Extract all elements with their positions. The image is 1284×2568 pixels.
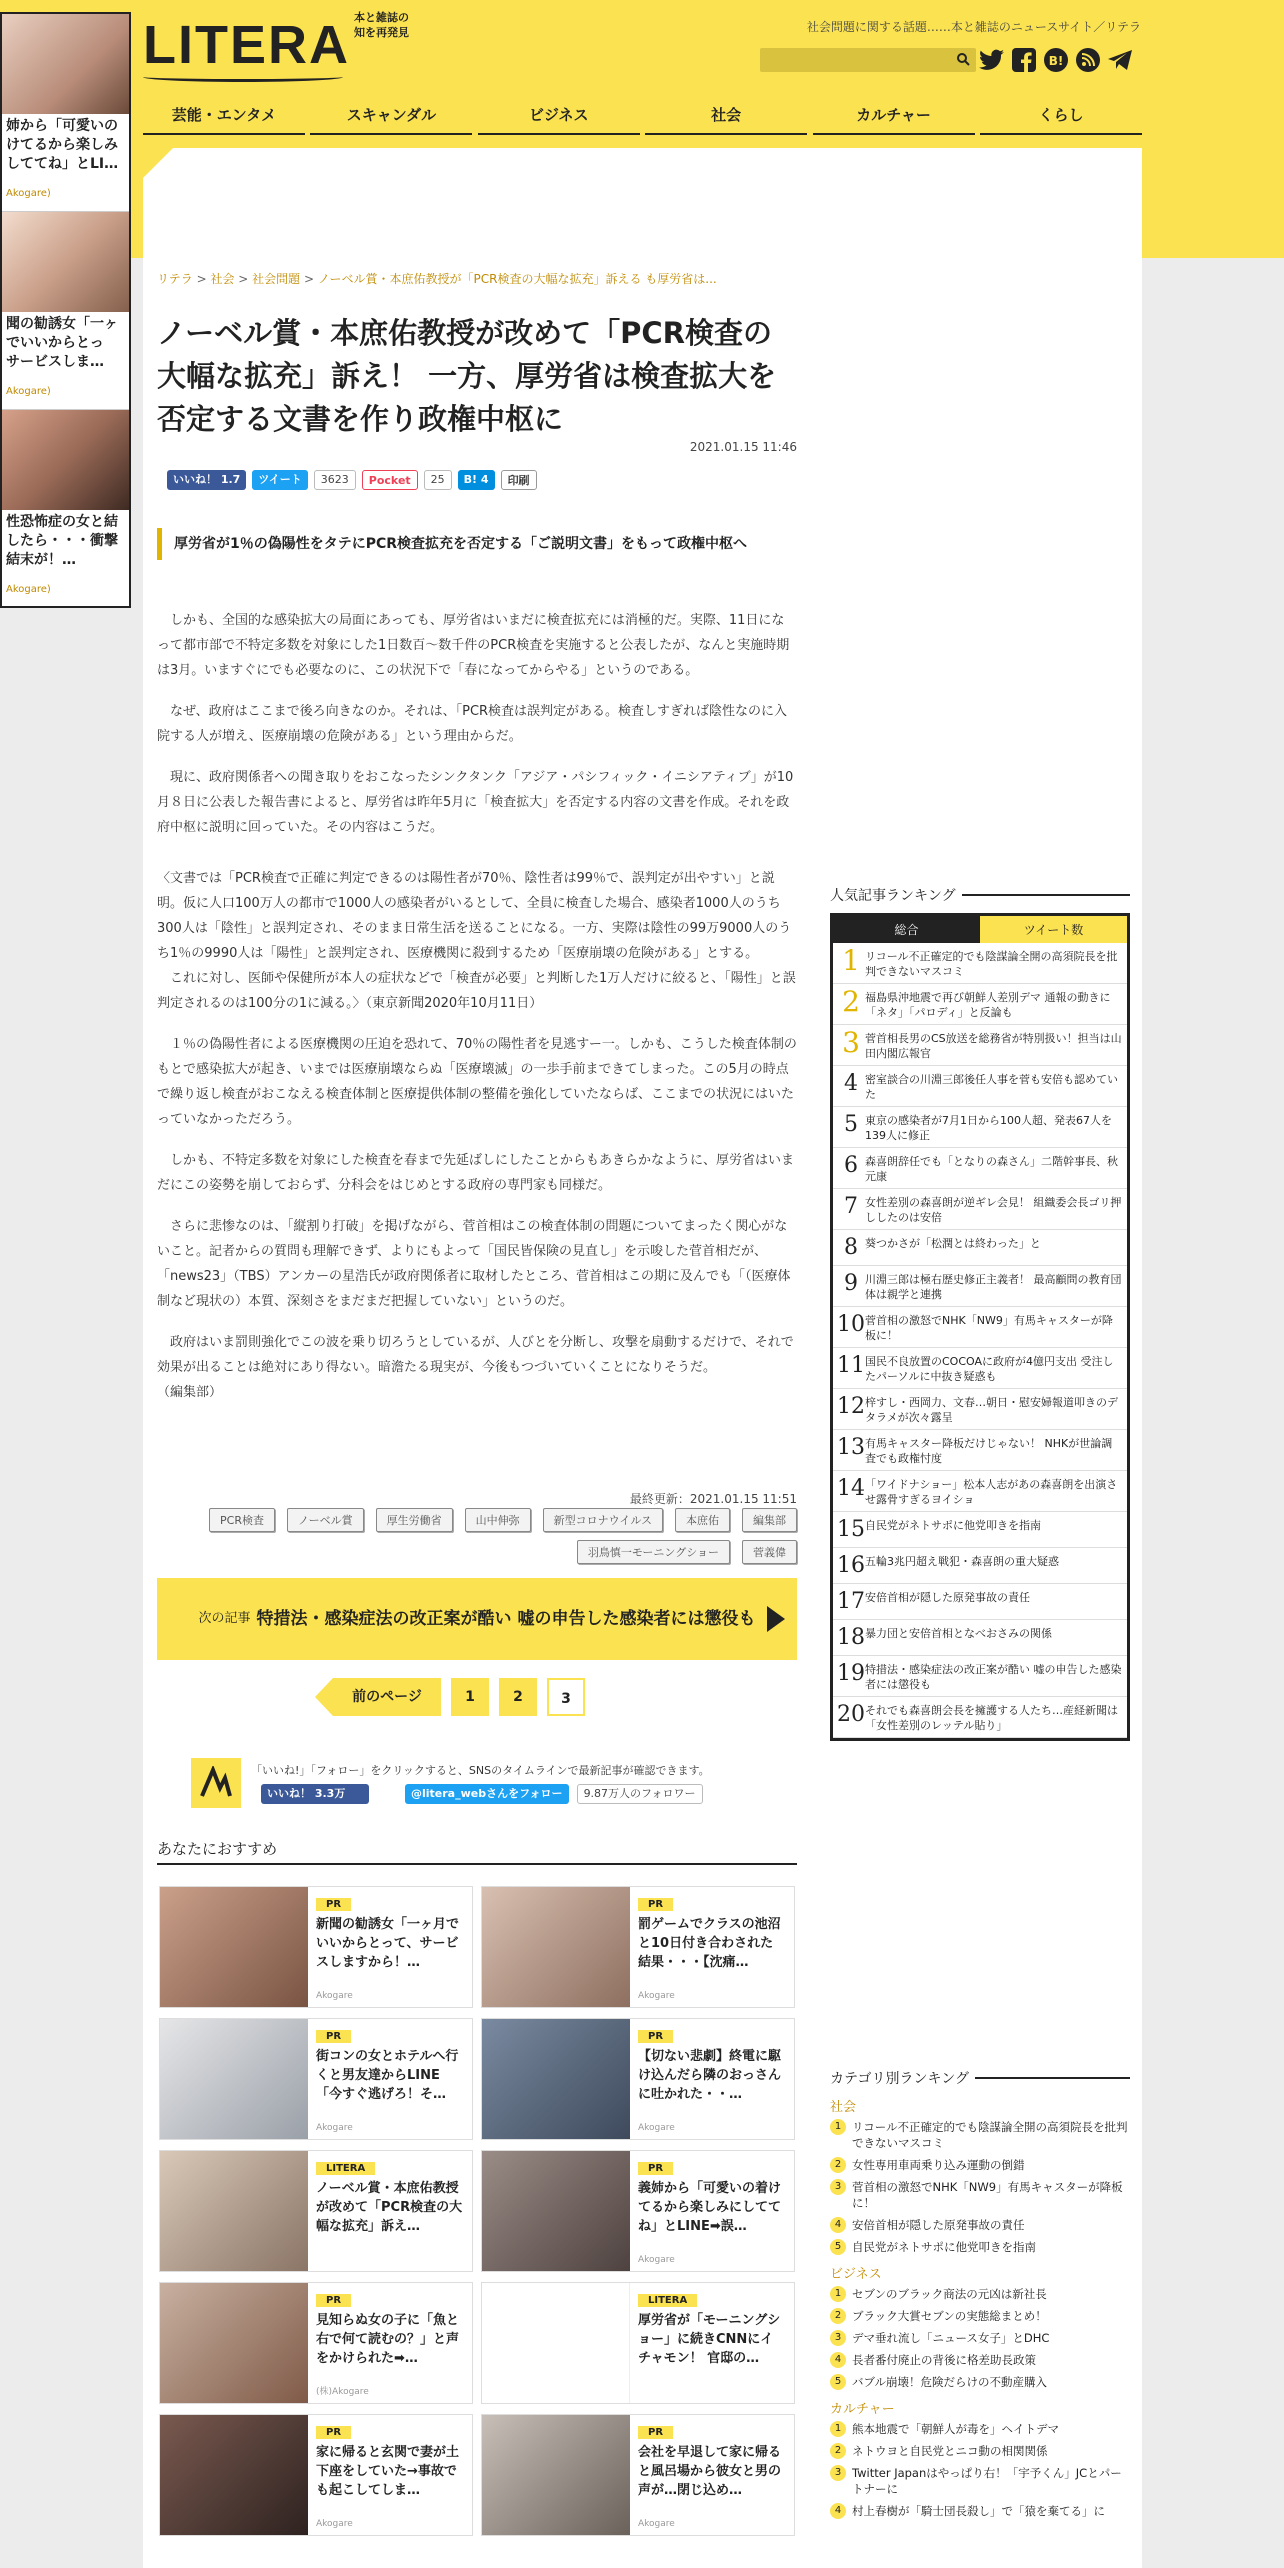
recommend-source: (株)Akogare (316, 2387, 369, 2397)
rank-number: 3 (830, 2465, 846, 2481)
svg-text:B!: B! (1048, 54, 1064, 68)
twitter-follower-count: 9.87万人のフォロワー (577, 1784, 703, 1804)
rank-number: 3 (830, 2179, 846, 2195)
rank-number: 9 (844, 1271, 858, 1296)
rank-number: 6 (844, 1153, 858, 1178)
site-tagline: 本と雑誌の知を再発見 (354, 11, 409, 39)
tweet-button[interactable]: ツイート (252, 470, 307, 490)
recommend-card[interactable] (159, 2282, 473, 2404)
tweet-count: 3623 (314, 470, 356, 490)
tag-link[interactable]: 山中伸弥 (465, 1508, 531, 1532)
category-ranking-title: 女性専用車両乗り込み運動の倒錯 (852, 2158, 1025, 2172)
social-links (978, 46, 1134, 74)
search-input[interactable] (760, 48, 950, 72)
ranking-item-title: それでも森喜朗会長を擁護する人たち…産経新聞は「女性差別のレッテル貼り」 (865, 1704, 1118, 1732)
breadcrumb-item[interactable]: 社会 (210, 272, 235, 286)
ranking-item[interactable] (833, 1584, 1127, 1620)
ranking-item[interactable] (833, 1307, 1127, 1348)
recommend-title: 厚労省が「モーニングショー」に続きCNNにイチャモン！ 官邸の… (638, 2313, 781, 2366)
rank-number: 11 (837, 1353, 865, 1378)
tag-link[interactable]: 厚生労働省 (376, 1508, 453, 1532)
tag-link[interactable]: PCR検査 (209, 1508, 275, 1532)
recommend-image (160, 1887, 308, 2007)
ad-image (2, 212, 129, 312)
category-ranking-item[interactable] (830, 2179, 1130, 2211)
site-logo[interactable] (143, 14, 350, 86)
recommend-title: 家に帰ると玄関で妻が土下座をしていた→事故でも起こしてしま… (316, 2445, 460, 2498)
category-ranking-title: 菅首相の激怒でNHK「NW9」有馬キャスターが降板に！ (852, 2180, 1123, 2210)
ad-title: 姉から「可愛いのけてるから楽しみしててね」とLI… (6, 118, 119, 172)
rank-number: 19 (837, 1661, 865, 1686)
nav-item-life[interactable]: くらし (980, 98, 1142, 135)
hatena-icon[interactable] (1042, 46, 1070, 74)
mail-icon[interactable] (1106, 46, 1134, 74)
ranking-item-title: 葵つかさが「松潤とは終わった」と (865, 1237, 1041, 1250)
facebook-like-button[interactable]: いいね！ 1.7 (167, 470, 246, 490)
hatena-bookmark-button[interactable]: B! 4 (458, 470, 495, 490)
left-ad-item[interactable] (2, 410, 129, 608)
ranking-item[interactable] (833, 1656, 1127, 1697)
rank-number: 1 (830, 2421, 846, 2437)
ranking-item[interactable] (833, 1189, 1127, 1230)
ranking-item[interactable] (833, 1107, 1127, 1148)
logo-book-icon (143, 72, 343, 82)
category-ranking-item[interactable] (830, 2352, 1130, 2368)
category-ranking-item[interactable] (830, 2217, 1130, 2233)
ranking-tabs (833, 916, 1127, 943)
nav-item-business[interactable]: ビジネス (478, 98, 640, 135)
ranking-item-title: 「ワイドナショー」松本人志があの森喜朗を出演させ露骨すぎるヨイショ (865, 1478, 1118, 1506)
tab-overall[interactable]: 総合 (833, 916, 980, 943)
recommend-source: Akogare (638, 2519, 675, 2529)
ranking-item[interactable] (833, 1697, 1127, 1738)
category-name[interactable]: ビジネス (830, 2267, 882, 2282)
ad-source: Akogare) (6, 584, 51, 595)
recommend-grid (159, 1886, 795, 2536)
recommend-title: ノーベル賞・本庶佑教授が改めて「PCR検査の大幅な拡充」訴え… (316, 2181, 463, 2234)
ranking-item[interactable] (833, 1066, 1127, 1107)
next-article-link[interactable] (157, 1578, 797, 1660)
tag-link[interactable]: ノーベル賞 (287, 1508, 364, 1532)
rank-number: 14 (837, 1476, 865, 1501)
site-description: 社会問題に関する話題……本と雑誌のニュースサイト／リテラ (806, 20, 1141, 34)
ranking-item-title: 国民不良放置のCOCOAに政府が4億円支出 受注したパーソルに中抜き疑惑も (865, 1355, 1114, 1383)
pagination (333, 1678, 585, 1716)
pocket-button[interactable]: Pocket (362, 470, 418, 490)
ranking-item[interactable] (833, 1025, 1127, 1066)
recommend-title: 新聞の勧誘女「一ヶ月でいいからとって、サービスしますから！… (316, 1917, 460, 1970)
ranking-item[interactable] (833, 1348, 1127, 1389)
rank-number: 4 (830, 2217, 846, 2233)
rank-number: 1 (842, 944, 860, 977)
recommend-badge: PR (316, 1898, 351, 1911)
facebook-icon[interactable] (1010, 46, 1038, 74)
article-paragraph: 政府はいま罰則強化でこの波を乗り切ろうとしているが、人びとを分断し、攻撃を扇動するだけで、それで効果が出ることは絶対にあり得ない。暗澹たる現実が、今後もつづいていくことになりそうだ。 （編集部） (157, 1335, 794, 1400)
ad-source: Akogare) (6, 386, 51, 397)
recommend-badge: PR (316, 2030, 351, 2043)
recommend-card[interactable] (481, 2018, 795, 2140)
ranking-item-title: リコール不正確定的でも陰謀論全開の高須院長を批判できないマスコミ (865, 950, 1118, 978)
recommend-badge: PR (316, 2426, 351, 2439)
prev-page-button[interactable]: 前のページ (333, 1678, 441, 1716)
recommend-image (482, 2283, 630, 2403)
rank-number: 8 (844, 1235, 858, 1260)
rank-number: 3 (842, 1026, 860, 1059)
rank-number: 4 (830, 2352, 846, 2368)
left-ad-item[interactable] (2, 14, 129, 212)
recommend-heading: あなたにおすすめ (157, 1838, 797, 1865)
recommend-image (482, 2019, 630, 2139)
recommend-source: Akogare (638, 2123, 675, 2133)
search-icon[interactable] (956, 52, 970, 66)
ranking-item-title: 川淵三郎は極右歴史修正主義者！ 最高顧問の教育団体は親学と連携 (865, 1273, 1122, 1301)
category-ranking-item[interactable] (830, 2443, 1130, 2459)
rank-number: 1 (830, 2119, 846, 2135)
rank-number: 3 (830, 2330, 846, 2346)
recommend-image (482, 1887, 630, 2007)
current-page: 3 (547, 1678, 585, 1716)
category-ranking (830, 2068, 1130, 2525)
ranking-item-title: 五輪3兆円超え戦犯・森喜朗の重大疑惑 (865, 1555, 1059, 1568)
article-title: ノーベル賞・本庶佑教授が改めて「PCR検査の大幅な拡充」訴え！ 一方、厚労省は検査拡大を否定する文書を作り政権中枢に (157, 316, 777, 436)
rank-number: 16 (837, 1553, 865, 1578)
ranking-box (830, 913, 1130, 1741)
ranking-heading: 人気記事ランキング (830, 885, 1130, 905)
follow-text: 「いいね!」「フォロー」をクリックすると、SNSのタイムラインで最新記事が確認できます。 (251, 1764, 710, 1777)
corner-decoration (143, 148, 173, 178)
article-lead: 厚労省が1％の偽陽性をタテにPCR検査拡充を否定する「ご説明文書」をもって政権中枢へ (157, 528, 797, 560)
print-button[interactable]: 印刷 (501, 470, 537, 490)
tag-link[interactable]: 菅義偉 (742, 1540, 797, 1564)
rank-number: 4 (844, 1071, 858, 1096)
logo-text: LITERA (143, 15, 350, 75)
last-updated: 最終更新：2021.01.15 11:51 (629, 1492, 797, 1506)
category-ranking-title: リコール不正確定的でも陰謀論全開の高須院長を批判できないマスコミ (852, 2120, 1128, 2150)
article-paragraph: 現に、政府関係者への聞き取りをおこなったシンクタンク「アジア・パシフィック・イニシアティブ」が10月８日に公表した報告書によると、厚労省は昨年5月に「検査拡大」を否定する内容の文書を作成。それを政府中枢に説明に回っていた。その内容はこうだ。 (157, 770, 794, 835)
tag-link[interactable]: 編集部 (742, 1508, 797, 1532)
next-article-title: 特措法・感染症法の改正案が酷い 嘘の申告した感染者には懲役も (256, 1609, 756, 1629)
recommend-source: Akogare (316, 2519, 353, 2529)
popular-ranking (830, 885, 1130, 1741)
ranking-item-title: 暴力団と安倍首相となべおさみの関係 (865, 1627, 1052, 1640)
category-ranking-item[interactable] (830, 2308, 1130, 2324)
rank-number: 1 (830, 2286, 846, 2302)
recommend-source: Akogare (316, 1991, 353, 2001)
recommend-image (160, 2019, 308, 2139)
recommend-card[interactable] (481, 1886, 795, 2008)
article-paragraph: なぜ、政府はここまで後ろ向きなのか。それは、「PCR検査は誤判定がある。検査しすぎれば陰性なのに入院する人が増え、医療崩壊の危険がある」という理由からだ。 (157, 704, 788, 744)
recommend-image (482, 2415, 630, 2535)
recommend-badge: LITERA (638, 2294, 697, 2307)
pocket-count: 25 (424, 470, 452, 490)
rank-number: 2 (830, 2443, 846, 2459)
rss-icon[interactable] (1074, 46, 1102, 74)
ranking-item-title: 女性差別の森喜朗が逆ギレ会見！ 組織委会長ゴリ押ししたのは安倍 (865, 1196, 1122, 1224)
category-ranking-item[interactable] (830, 2286, 1130, 2302)
ad-title: 聞の勧誘女「一ヶでいいからとっ サービスしま… (6, 316, 118, 370)
tag-list (157, 1508, 797, 1564)
recommend-card[interactable] (159, 2150, 473, 2272)
recommend-badge: PR (638, 2426, 673, 2439)
facebook-page-like-button[interactable]: いいね！ 3.3万 (261, 1784, 369, 1804)
recommend-title: 義姉から「可愛いの着けてるから楽しみにしててね」とLINE➡誤… (638, 2181, 782, 2234)
category-ranking-title: ネトウヨと自民党とニコ動の相関関係 (852, 2444, 1048, 2458)
tab-tweets[interactable]: ツイート数 (980, 916, 1127, 943)
rank-number: 5 (830, 2374, 846, 2390)
ranking-list (833, 943, 1127, 1738)
ranking-item[interactable] (833, 943, 1127, 984)
article-paragraph: しかも、全国的な感染拡大の局面にあっても、厚労省はいまだに検査拡充には消極的だ。実際、11日になって都市部で不特定多数を対象にした1日数百〜数千件のPCR検査を実施すると公表したが、なんと実施時期は3月。いますぐにでも必要なのに、この状況下で「春になってからやる」というのである。 (157, 613, 790, 678)
rank-number: 15 (837, 1517, 865, 1542)
ad-title: 性恐怖症の女と結したら・・・衝撃結末が！… (6, 514, 118, 568)
left-ad-panel (0, 12, 131, 608)
nav-item-culture[interactable]: カルチャー (813, 98, 975, 135)
article-paragraph: １％の偽陽性者による医療機関の圧迫を恐れて、70％の陽性者を見逃すー一。しかも、こうした検査体制のもとで感染拡大が起き、いまでは医療崩壊ならぬ「医療壊滅」の一歩手前まできてしまった。この5月の時点で繰り返し検査がおこなえる検査体制と医療提供体制の整備を強化していたならば、ここまでの状況にはいたっていなかっただろう。 (157, 1037, 797, 1127)
article-body (157, 608, 797, 1421)
ranking-item[interactable] (833, 1389, 1127, 1430)
recommend-image (160, 2151, 308, 2271)
recommend-badge: LITERA (316, 2162, 375, 2175)
nav-item-society[interactable]: 社会 (645, 98, 807, 135)
category-ranking-title: ブラック大賞セブンの実態総まとめ！ (852, 2309, 1047, 2323)
category-ranking-item[interactable] (830, 2239, 1130, 2255)
recommend-card[interactable] (481, 2414, 795, 2536)
rank-number: 5 (844, 1112, 858, 1137)
category-ranking-item[interactable] (830, 2374, 1130, 2390)
category-ranking-title: セブンのブラック商法の元凶は新社長 (852, 2287, 1047, 2301)
left-ad-item[interactable] (2, 212, 129, 410)
rank-number: 2 (830, 2157, 846, 2173)
category-ranking-item[interactable] (830, 2330, 1130, 2346)
ranking-item-title: 東京の感染者が7月1日から100人超、発表67人を139人に修正 (865, 1114, 1112, 1142)
next-article-label: 次の記事 (198, 1611, 251, 1626)
ranking-item-title: 自民党がネトサポに他党叩きを指南 (865, 1519, 1041, 1532)
recommend-card[interactable] (481, 2282, 795, 2404)
ranking-item-title: 菅首相長男のCS放送を総務省が特別扱い！担当は山田内閣広報官 (865, 1032, 1122, 1060)
page-link[interactable]: 2 (499, 1678, 537, 1716)
category-name[interactable]: カルチャー (830, 2402, 895, 2417)
category-ranking-title: デマ垂れ流し「ニュース女子」とDHC (852, 2331, 1050, 2345)
litera-mark-icon (191, 1758, 241, 1808)
rank-number: 7 (844, 1194, 858, 1219)
tag-link[interactable]: 羽鳥慎一モーニングショー (577, 1540, 730, 1564)
nav-item-entertainment[interactable]: 芸能・エンタメ (143, 98, 305, 135)
recommend-source: Akogare (638, 1991, 675, 2001)
recommend-source: Akogare (638, 2255, 675, 2265)
main-nav (143, 98, 1142, 135)
rank-number: 10 (837, 1312, 865, 1337)
ranking-item[interactable] (833, 1512, 1127, 1548)
ranking-item-title: 森喜朗辞任でも「となりの森さん」二階幹事長、秋元康 (865, 1155, 1118, 1183)
rank-number: 5 (830, 2239, 846, 2255)
category-ranking-item[interactable] (830, 2465, 1130, 2497)
breadcrumb-item[interactable]: 社会問題 (252, 272, 301, 286)
rank-number: 4 (830, 2503, 846, 2519)
ranking-item[interactable] (833, 1230, 1127, 1266)
rank-number: 12 (837, 1394, 865, 1419)
recommend-title: 見知らぬ女の子に「魚と右で何て読むの？」と声をかけられた➡… (316, 2313, 460, 2366)
ad-image (2, 14, 129, 114)
arrow-right-icon (767, 1606, 785, 1632)
ranking-item[interactable] (833, 984, 1127, 1025)
category-ranking-title: 自民党がネトサポに他党叩きを指南 (852, 2240, 1036, 2254)
ranking-item-title: 安倍首相が隠した原発事故の責任 (865, 1591, 1030, 1604)
rank-number: 13 (837, 1435, 865, 1460)
recommend-title: 会社を早退して家に帰ると風呂場から彼女と男の声が…閉じ込め… (638, 2445, 782, 2498)
ad-source: Akogare) (6, 188, 51, 199)
ranking-item-title: 福島県沖地震で再び朝鮮人差別デマ 通報の動きに「ネタ」「パロディ」と反論も (865, 991, 1111, 1019)
category-name[interactable]: 社会 (830, 2100, 857, 2115)
article-paragraph: しかも、不特定多数を対象にした検査を春まで先延ばしにしたことからもあきらかなように、厚労省はいまだにこの姿勢を崩しておらず、分科会をはじめとする政府の専門家も同様だ。 (157, 1153, 795, 1193)
category-ranking-item[interactable] (830, 2421, 1130, 2437)
breadcrumb-item[interactable]: ノーベル賞・本庶佑教授が「PCR検査の大幅な拡充」訴える も厚労省は... (317, 272, 717, 286)
ranking-item-title: 密室談合の川淵三郎後任人事を菅も安倍も認めていた (865, 1073, 1118, 1101)
article-date: 2021.01.15 11:46 (689, 440, 797, 454)
nav-item-scandal[interactable]: スキャンダル (310, 98, 472, 135)
ranking-item-title: 有馬キャスター降板だけじゃない！ NHKが世論調査でも政権忖度 (865, 1437, 1113, 1465)
ranking-item[interactable] (833, 1266, 1127, 1307)
ranking-item-title: 特措法・感染症法の改正案が酷い 嘘の申告した感染者には懲役も (865, 1663, 1122, 1691)
category-ranking-heading: カテゴリ別ランキング (830, 2068, 1130, 2088)
article-quote: 〈文書では「PCR検査で正確に判定できるのは陽性者が70％、陰性者は99％で、誤判定が出やすい」と説明。仮に人口100万人の都市で1000人の感染者がいるとして、全員に検査した場合、感染者1000人のうち300人は「陰性」と誤判定され、そのまま日常生活を送ることになる。一方、実際は陰性の99万9000人のうち1％の9990人は「陽性」と誤判定され、医療機関に殺到するため「医療崩壊の危険がある」とする。 これに対し、医師や保健所が本人の症状などで「検査が必要」と判断した1万人だけに絞ると、「陽性」と誤判定されるのは100分の1に減る。〉（東京新聞2020年10月11日） (157, 871, 796, 1011)
search-box (760, 48, 976, 72)
recommend-badge: PR (638, 2030, 673, 2043)
ranking-item[interactable] (833, 1620, 1127, 1656)
tag-link[interactable]: 新型コロナウイルス (543, 1508, 663, 1532)
ranking-item[interactable] (833, 1471, 1127, 1512)
rank-number: 2 (830, 2308, 846, 2324)
rank-number: 20 (837, 1702, 865, 1727)
recommend-card[interactable] (159, 1886, 473, 2008)
recommend-image (160, 2283, 308, 2403)
article-paragraph: さらに悲惨なのは、「縦割り打破」を掲げながら、菅首相はこの検査体制の問題についてまったく関心がないこと。記者からの質問も理解できず、よりにもよって「国民皆保険の見直し」を示唆した菅首相だが、「news23」（TBS）アンカーの星浩氏が政府関係者に取材したところ、菅首相はこの期に及んでも「（医療体制など現状の）本質、深刻さをまだまだ把握していない」というのだ。 (157, 1219, 791, 1309)
rank-number: 18 (837, 1625, 865, 1650)
twitter-follow-button[interactable]: @litera_webさんをフォロー (405, 1784, 569, 1804)
ranking-item[interactable] (833, 1548, 1127, 1584)
rank-number: 17 (837, 1589, 865, 1614)
recommend-card[interactable] (159, 2018, 473, 2140)
ad-image (2, 410, 129, 510)
twitter-icon[interactable] (978, 46, 1006, 74)
category-ranking-title: バブル崩壊！危険だらけの不動産購入 (852, 2375, 1048, 2389)
tag-link[interactable]: 本庶佑 (675, 1508, 730, 1532)
recommend-title: 罰ゲームでクラスの池沼と10日付き合わされた結果・・・【沈痛… (638, 1917, 781, 1970)
share-bar (167, 470, 537, 490)
category-ranking-item[interactable] (830, 2157, 1130, 2173)
recommend-title: 街コンの女とホテルへ行くと男友達からLINE「今すぐ逃げろ！そ… (316, 2049, 459, 2102)
category-ranking-title: 熊本地震で「朝鮮人が毒を」ヘイトデマ (852, 2422, 1059, 2436)
breadcrumb-item[interactable]: リテラ (157, 272, 193, 286)
recommend-badge: PR (638, 2162, 673, 2175)
category-ranking-item[interactable] (830, 2119, 1130, 2151)
ranking-item-title: 梓すし・西岡力、文春…朝日・慰安婦報道叩きのデタラメが次々露呈 (865, 1396, 1118, 1424)
ranking-item[interactable] (833, 1430, 1127, 1471)
category-ranking-title: Twitter Japanはやっぱり右！「宇予くん」JCとパートナーに (852, 2466, 1122, 2496)
category-ranking-item[interactable] (830, 2503, 1130, 2519)
category-ranking-list (830, 2096, 1130, 2519)
recommend-badge: PR (638, 1898, 673, 1911)
recommend-title: 【切ない悲劇】終電に駆け込んだら隣のおっさんに吐かれた・・… (638, 2049, 782, 2102)
category-ranking-title: 安倍首相が隠した原発事故の責任 (852, 2218, 1025, 2232)
page-link[interactable]: 1 (451, 1678, 489, 1716)
follow-buttons (261, 1784, 703, 1804)
recommend-source: Akogare (316, 2123, 353, 2133)
rank-number: 2 (842, 985, 860, 1018)
recommend-image (482, 2151, 630, 2271)
ranking-item-title: 菅首相の激怒でNHK「NW9」有馬キャスターが降板に！ (865, 1314, 1113, 1342)
breadcrumb: リテラ > 社会 > 社会問題 > ノーベル賞・本庶佑教授が「PCR検査の大幅な拡充」訴える も厚労省は... (157, 272, 717, 286)
recommend-card[interactable] (159, 2414, 473, 2536)
recommend-image (160, 2415, 308, 2535)
recommend-card[interactable] (481, 2150, 795, 2272)
ranking-item[interactable] (833, 1148, 1127, 1189)
recommend-badge: PR (316, 2294, 351, 2307)
category-ranking-title: 村上春樹が「騎士団長殺し」で「猿を棄てる」に (852, 2504, 1105, 2518)
category-ranking-title: 長者番付廃止の背後に格差助長政策 (852, 2353, 1036, 2367)
